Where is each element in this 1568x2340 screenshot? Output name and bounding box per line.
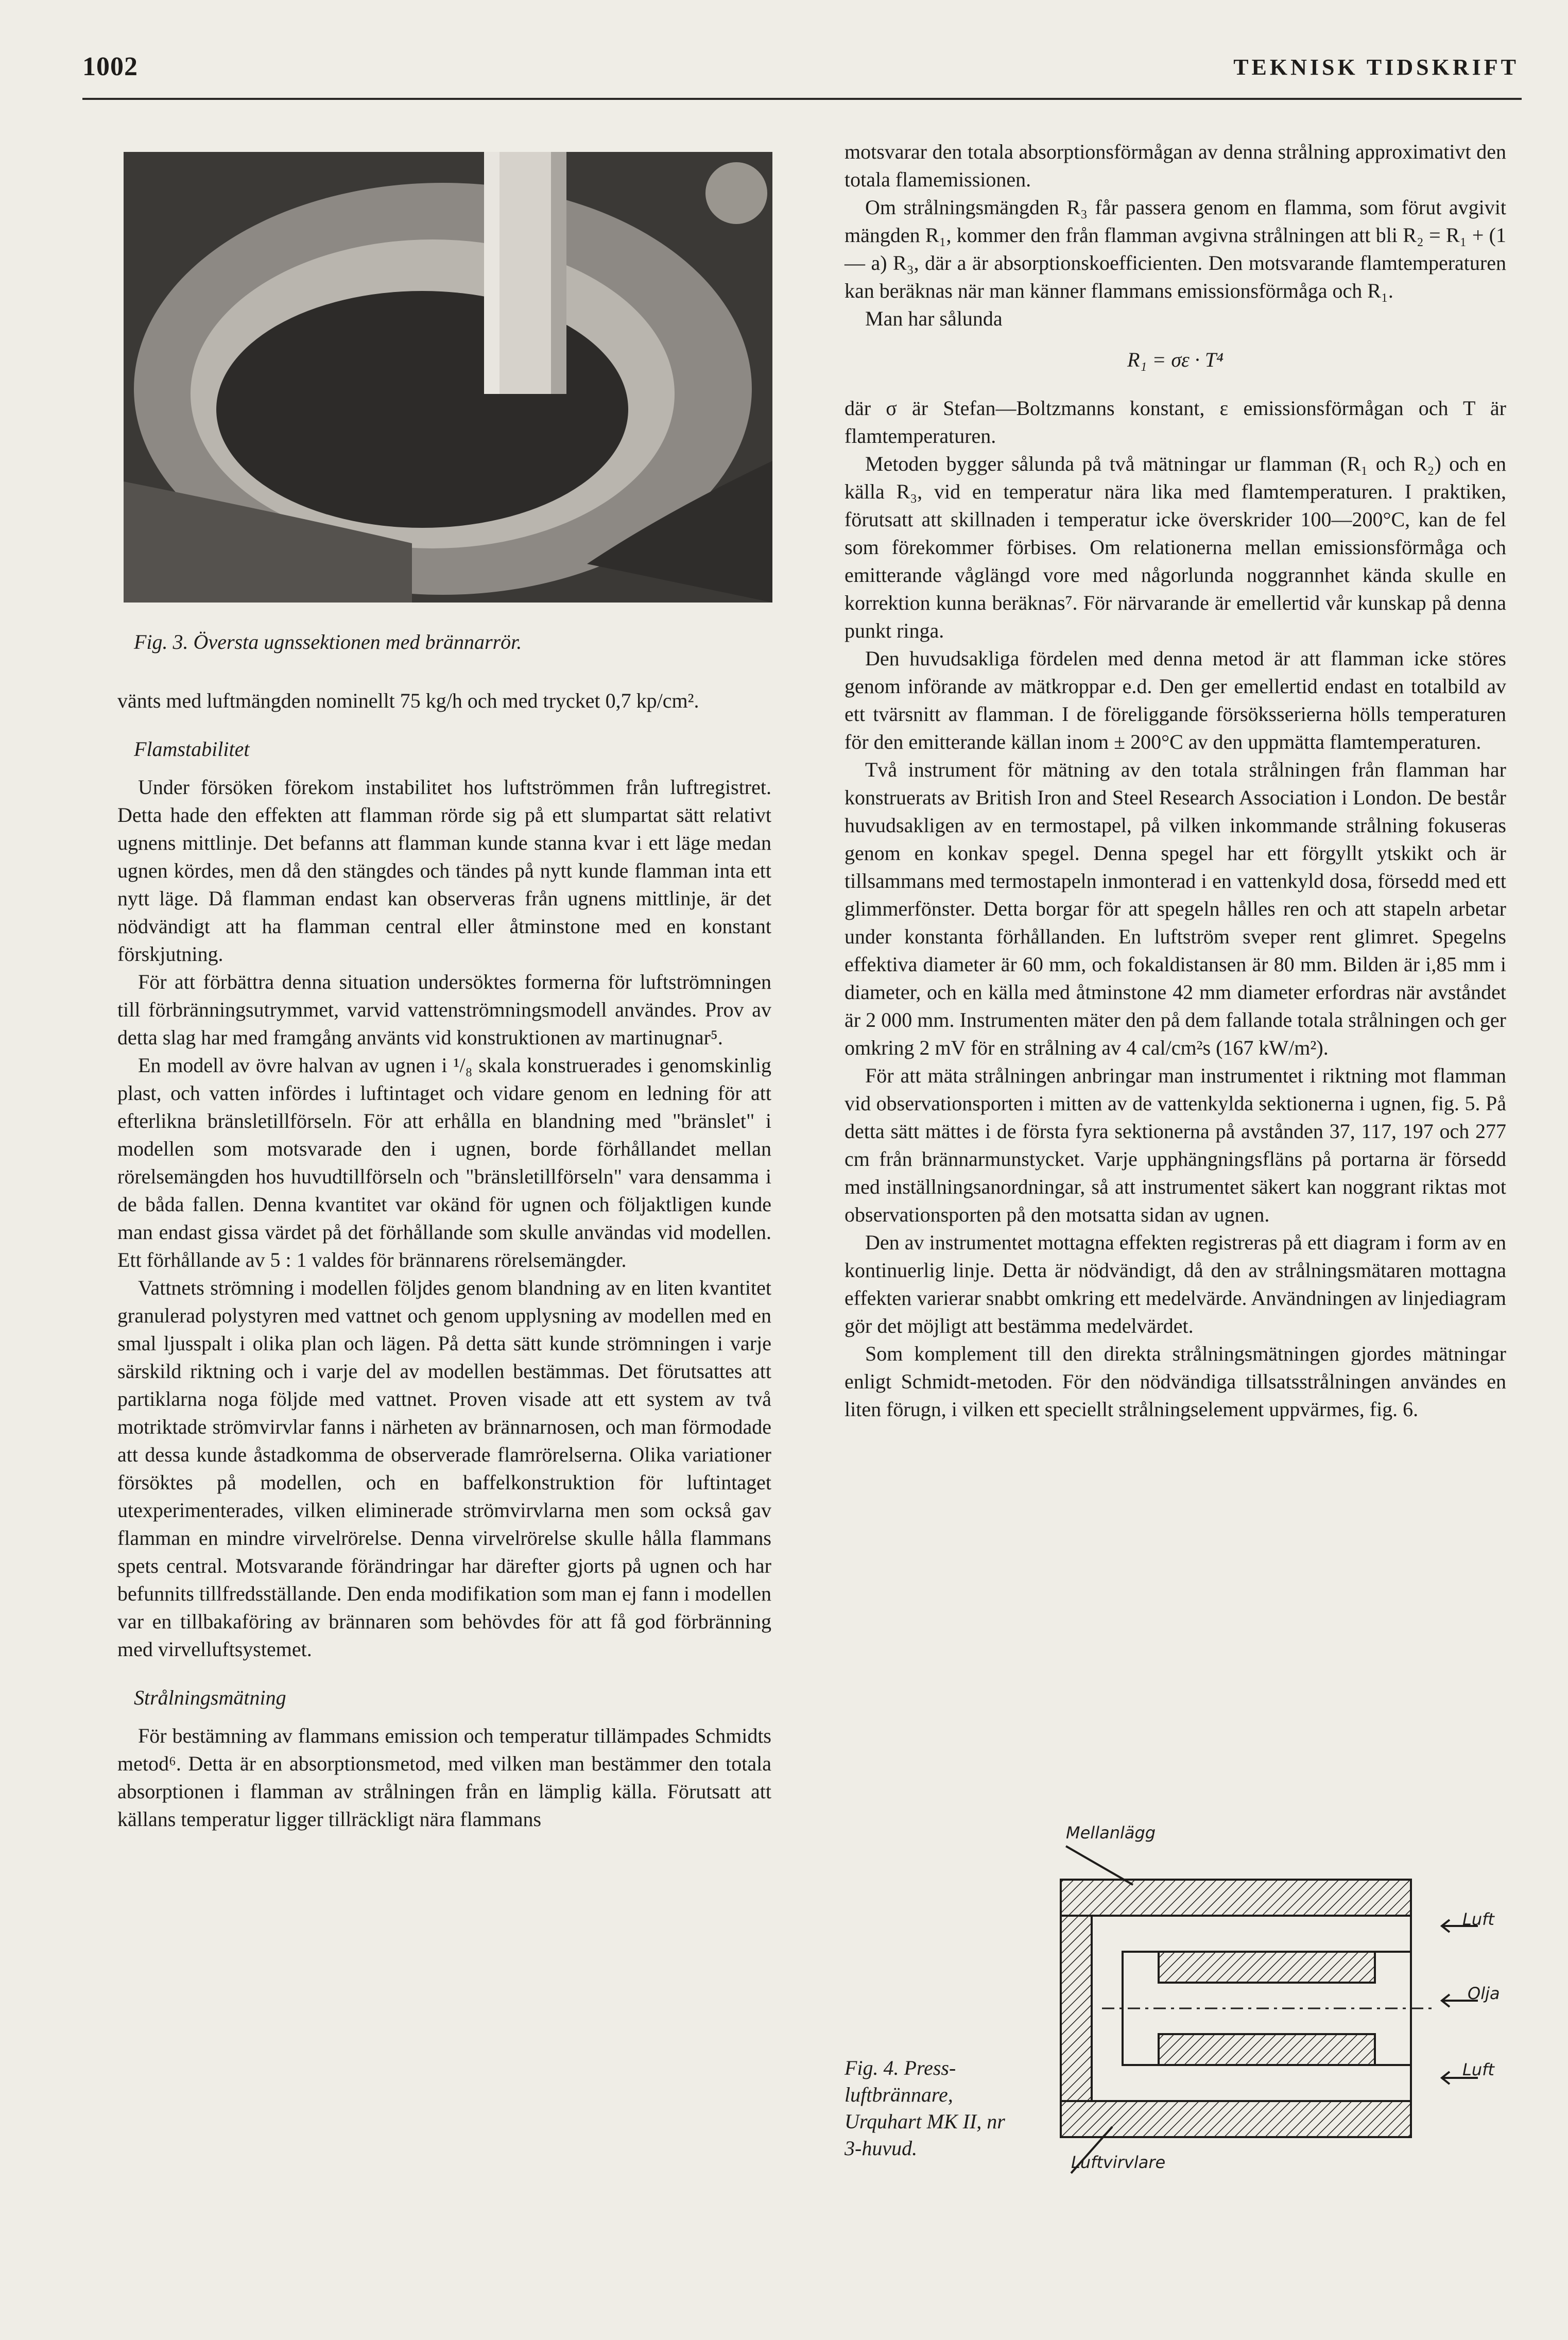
running-head: TEKNISK TIDSKRIFT bbox=[1233, 55, 1519, 80]
label-luftvirvlare: Luftvirvlare bbox=[1071, 2153, 1166, 2172]
paragraph: En modell av övre halvan av ugnen i ¹/₈ skala konstruerades i genomskinlig plast, och vatten infördes i luftintaget och vidare genom en ledning för att efterlikna bränsletillförseln. För att erhålla en blandning med "bränslet" i modellen som motsvarade den i ugnen, borde förhållandet mellan rörelsemängden hos huvudtillförseln och "bränsletillförseln" vara densamma i de båda fallen. Denna kvantitet var okänd för ugnen och följaktligen kunde man endast gissa värdet på det förhållande som skulle användas vid modellen. Ett förhållande av 5 : 1 valdes för brännarens rörelsemängder. bbox=[117, 1054, 771, 1271]
paragraph: Metoden bygger sålunda på två mätningar ur flamman (R₁ och R₂) och en källa R₃, vid en temperatur nära lika med flamtemperaturen. I praktiken, förutsatt att skillnaden i temperatur icke överskrider 100—200°C, kan de fel som förekommer förbises. Om relationerna mellan emissionsförmåga och emitterande våglängd vore med någorlunda noggrannhet kända skulle en korrektion kunna beräknas⁷. För närvarande är emellertid vår kunskap på denna punkt ringa. bbox=[845, 452, 1506, 642]
paragraph: motsvarar den totala absorptionsförmågan av denna strålning approximativt den totala flamemissionen. bbox=[845, 140, 1506, 191]
paragraph: Som komplement till den direkta strålningsmätningen gjordes mätningar enligt Schmidt-metoden. För den nödvändiga tillsatsstrålningen användes en liten förugn, i vilken ett speciellt strålningselement uppvärmes, fig. 6. bbox=[845, 1342, 1506, 1421]
section-heading-flamstabilitet: Flamstabilitet bbox=[134, 737, 250, 761]
figure-4-caption: Fig. 4. Press-luftbrännare, Urquhart MK II, nr 3-huvud. bbox=[845, 2056, 1005, 2160]
figure-3-caption: Fig. 3. Översta ugnssektionen med brännarrör. bbox=[134, 630, 522, 653]
paragraph: vänts med luftmängden nominellt 75 kg/h och med trycket 0,7 kp/cm². bbox=[117, 689, 699, 712]
paragraph: För att förbättra denna situation undersöktes formerna för luftströmningen till förbränningsutrymmet, varvid vattenströmningsmodell användes. Prov av detta slag har med framgång använts vid konstruktionen av martinugnar⁵. bbox=[117, 970, 771, 1049]
page-number: 1002 bbox=[82, 52, 138, 81]
label-mellanlagg: Mellanlägg bbox=[1066, 1823, 1156, 1843]
paragraph: Vattnets strömning i modellen följdes genom blandning av en liten kvantitet granulerad polystyren med vattnet och genom upplysning av modellen med en smal ljusspalt i olika plan och lägen. På detta sätt kunde strömningen i varje särskild riktning och i varje del av modellen bestämmas. Det förutsattes att partiklarna noga följde med vattnet. Proven visade att ett system av två motriktade strömvirvlar fanns i närheten av brännarnosen, och man förmodade att dessa kunde åstadkomma de observerade flamrörelserna. Olika variationer försöktes på modellen, och en baffelkonstruktion för luftintaget utexperimenterades, vilken eliminerade strömvirvlarna men som också gav flamman en mindre virvelrörelse. Denna virvelrörelse skulle hålla flammans spets central. Motsvarande förändringar har därefter gjorts på ugnen och har befunnits tillfredsställande. Den enda modifikation som man ej fann i modellen var en tillbakaföring av brännaren som behövdes för att få god förbränning med virvelluftsystemet. bbox=[117, 1276, 771, 1661]
paragraph: Om strålningsmängden R₃ får passera genom en flamma, som förut avgivit mängden R₁, kommer den från flamman avgivna strålningen att bli R₂ = R₁ + (1 — a) R₃, där a är absorptionskoefficienten. Den motsvarande flamtemperaturen kan beräknas när man känner flammans emissionsförmåga och R₁. bbox=[845, 196, 1506, 302]
left-column bbox=[117, 628, 771, 1833]
formula: R₁ = σε · T⁴ bbox=[1127, 348, 1224, 371]
paragraph: Man har sålunda bbox=[865, 307, 1003, 330]
paragraph: För bestämning av flammans emission och temperatur tillämpades Schmidts metod⁶. Detta är en absorptionsmetod, med vilken man bestämmer den totala absorptionen i flamman av strålningen från en lämplig källa. Förutsatt att källans temperatur ligger tillräckligt nära flammans bbox=[117, 1724, 771, 1831]
section-heading-stralningsmatning: Strålningsmätning bbox=[134, 1686, 286, 1709]
label-luft-top: Luft bbox=[1462, 1909, 1494, 1929]
furnace-photo-drawing bbox=[124, 152, 772, 603]
paragraph: Den av instrumentet mottagna effekten registreras på ett diagram i form av en kontinuerlig linje. Detta är nödvändigt, då den av strålningsmätaren mottagna effekten varierar snabbt omkring ett medelvärde. Användningen av linjediagram gör det möjligt att bestämma medelvärdet. bbox=[845, 1231, 1506, 1337]
label-luft-bottom: Luft bbox=[1462, 2060, 1494, 2079]
paragraph: där σ är Stefan—Boltzmanns konstant, ε emissionsförmågan och T är flamtemperaturen. bbox=[845, 397, 1506, 448]
header-rule bbox=[82, 98, 1522, 100]
paragraph: Två instrument för mätning av den totala strålningen från flamman har konstruerats av British Iron and Steel Research Association i London. De består huvudsakligen av en termostapel, på vilken inkommande strålning fokuseras genom en konkav spegel. Denna spegel har ett förgyllt ytskikt och är tillsammans med termostapeln inmonterad i en vattenkyld dosa, försedd med ett glimmerfönster. Detta borgar för att spegeln hålles ren och att stapeln arbetar under konstanta förhållanden. En luftström sveper rent glimret. Spegelns effektiva diameter är 60 mm, och fokaldistansen är 80 mm. Bilden är i,85 mm i diameter, och en källa med åtminstone 42 mm diameter erfordras när avståndet är 2 000 mm. Instrumenten mäter den på dem fallande totala strålningen och ger omkring 2 mV för en strålning av 4 cal/cm²s (167 kW/m²). bbox=[845, 758, 1506, 1059]
right-column bbox=[845, 138, 1506, 1423]
paragraph: Under försöken förekom instabilitet hos luftströmmen från luftregistret. Detta hade den effekten att flamman rörde sig på ett slumpartat sätt relativt ugnens mittlinje. Det befanns att flamman kunde stanna kvar i ett läge medan ugnen kördes, men då den stängdes och tändes på nytt kunde flamman inta ett nytt läge. Då flamman endast kan observeras från ugnens mittlinje, är det nödvändigt att ha flamman central eller åtminstone med en konstant förskjutning. bbox=[117, 776, 771, 966]
label-olja: Olja bbox=[1468, 1984, 1500, 2003]
paragraph: För att mäta strålningen anbringar man instrumentet i riktning mot flamman vid observationsporten i mitten av de vattenkylda sektionerna i ugnen, fig. 5. På detta sätt mättes i de första fyra sektionerna på avstånden 37, 117, 197 och 277 cm från brännarmunstycket. Varje upphängningsfläns på portarna är försedd med inställningsanordningar, så att instrumentet säkert kan noggrant riktas mot observationsporten på den motsatta sidan av ugnen. bbox=[845, 1064, 1506, 1226]
paragraph: Den huvudsakliga fördelen med denna metod är att flamman icke störes genom införande av mätkroppar e.d. Den ger emellertid endast en totalbild av ett tvärsnitt av flamman. I de föreliggande försöksserierna hölls temperaturen för den emitterande källan inom ± 200°C av den uppmätta flamtemperaturen. bbox=[845, 647, 1506, 753]
furnace-photo bbox=[124, 152, 772, 603]
